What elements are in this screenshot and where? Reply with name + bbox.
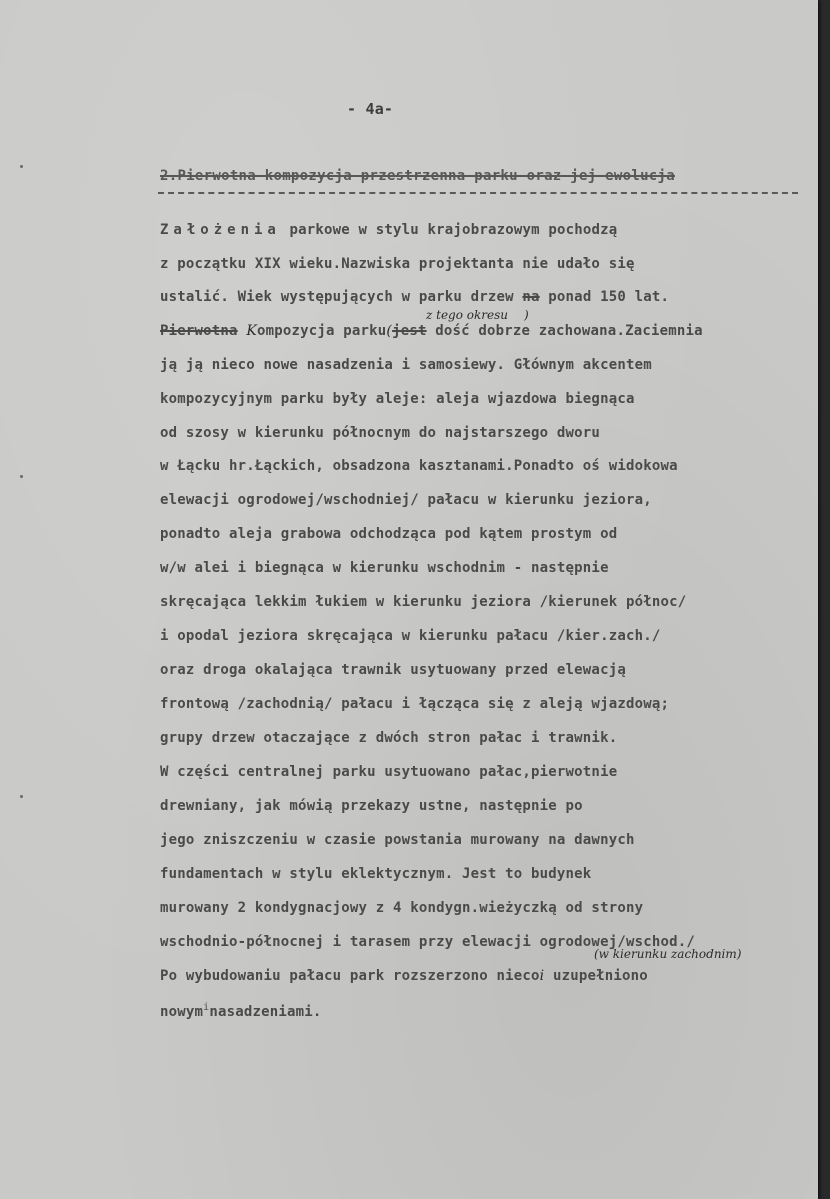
handwritten-insert-period: z tego okresu	[426, 308, 509, 322]
handwritten-bracket: (	[386, 323, 393, 339]
text-line: ustalić. Wiek występujących w parku drzew na ponad 150 lat.	[160, 289, 670, 305]
text-line: ją ją nieco nowe nasadzenia i samosiewy. Głównym akcentem	[160, 357, 652, 373]
text-line: nowym$^i$nasadzeniami.	[160, 1002, 322, 1020]
superscript-mark: i	[203, 1002, 210, 1013]
text-line: skręcająca lekkim łukiem w kierunku jeziora /kierunek północ/	[160, 594, 687, 610]
handwritten-letter: i	[539, 968, 545, 984]
handwritten-insert-period-close: )	[524, 308, 529, 322]
text-line: grupy drzew otaczające z dwóch stron pałac i trawnik.	[160, 730, 618, 746]
text-line: kompozycyjnym parku były aleje: aleja wjazdowa biegnąca	[160, 391, 635, 407]
text-line: od szosy w kierunku północnym do najstarszego dworu	[160, 425, 601, 441]
text-line: wschodnio-północnej i tarasem przy elewacji ogrodowej/wschod./	[160, 934, 695, 950]
binding-mark	[20, 795, 23, 798]
text-line: oraz droga okalająca trawnik usytuowany przed elewacją	[160, 662, 626, 678]
text-line: w/w alei i biegnąca w kierunku wschodnim - następnie	[160, 560, 609, 576]
text-line: i opodal jeziora skręcająca w kierunku pałacu /kier.zach./	[160, 628, 661, 644]
spaced-word: Założenia	[160, 222, 281, 238]
text-line: elewacji ogrodowej/wschodniej/ pałacu w kierunku jeziora,	[160, 492, 652, 508]
text-line: ponadto aleja grabowa odchodząca pod kątem prostym od	[160, 526, 618, 542]
text-line: murowany 2 kondygnacjowy z 4 kondygn.wieżyczką od strony	[160, 900, 644, 916]
struck-word: jest	[392, 323, 427, 339]
handwritten-insert-direction: (w kierunku zachodnim)	[594, 947, 742, 961]
binding-mark	[20, 165, 23, 168]
text-line: Pierwotna Kompozycja parku(jest dość dobrze zachowana.Zaciemnia	[160, 323, 703, 339]
text-line: W części centralnej parku usytuowano pałac,pierwotnie	[160, 764, 618, 780]
text-line: Założenia parkowe w stylu krajobrazowym pochodzą	[160, 222, 618, 238]
text-line: Po wybudowaniu pałacu park rozszerzono niecoi uzupełniono	[160, 968, 648, 984]
page-number: - 4a-	[347, 100, 394, 118]
text-line: drewniany, jak mówią przekazy ustne, następnie po	[160, 798, 583, 814]
text-line: jego zniszczeniu w czasie powstania murowany na dawnych	[160, 832, 635, 848]
heading-underline	[158, 192, 798, 194]
text-line: fundamentach w stylu eklektycznym. Jest to budynek	[160, 866, 592, 882]
text-line: frontową /zachodnią/ pałacu i łącząca się z aleją wjazdową;	[160, 696, 670, 712]
struck-heading: 2.Pierwotna kompozycja przestrzenna parku oraz jej ewolucja	[160, 168, 675, 184]
handwritten-letter: K	[246, 323, 257, 339]
struck-word: Pierwotna	[160, 323, 238, 339]
text-line: z początku XIX wieku.Nazwiska projektanta nie udało się	[160, 256, 635, 272]
binding-mark	[20, 475, 23, 478]
text-line: w Łącku hr.Łąckich, obsadzona kasztanami.Ponadto oś widokowa	[160, 458, 678, 474]
struck-word: na	[522, 289, 540, 305]
